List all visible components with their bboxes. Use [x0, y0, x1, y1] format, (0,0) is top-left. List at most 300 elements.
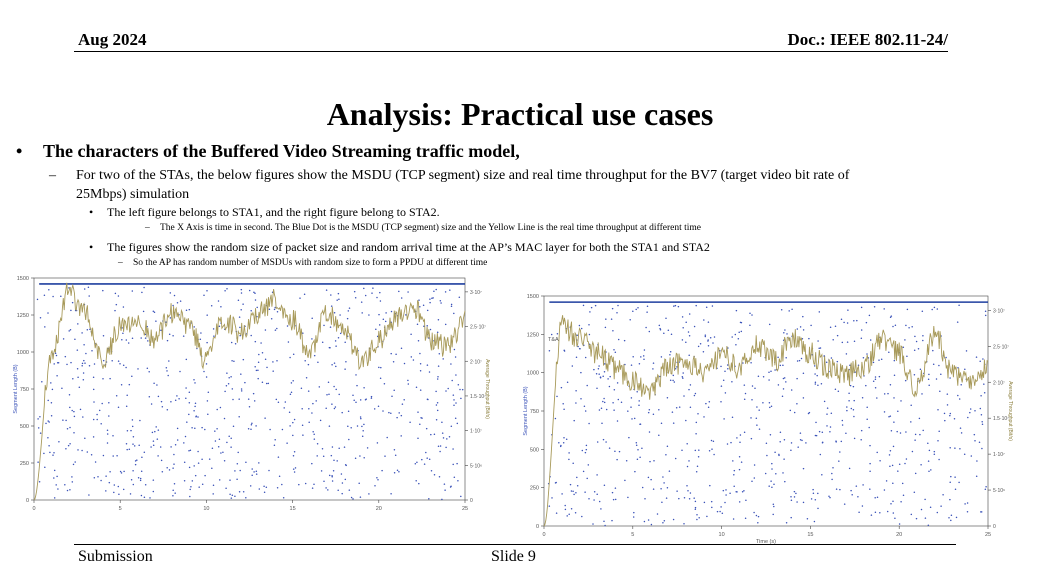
msdu-dot: [242, 303, 244, 305]
msdu-dot: [138, 477, 140, 479]
msdu-dot: [326, 289, 328, 291]
msdu-dot: [363, 288, 365, 290]
msdu-dot: [108, 415, 110, 417]
msdu-dot: [942, 494, 944, 496]
msdu-dot: [420, 389, 422, 391]
msdu-dot: [649, 431, 651, 433]
msdu-dot: [420, 370, 422, 372]
msdu-dot: [83, 344, 85, 346]
msdu-dot: [949, 499, 951, 501]
msdu-dot: [904, 463, 906, 465]
msdu-dot: [549, 505, 551, 507]
msdu-dot: [905, 431, 907, 433]
msdu-dot: [928, 374, 930, 376]
msdu-dot: [572, 463, 574, 465]
msdu-dot: [292, 380, 294, 382]
msdu-dot: [158, 396, 160, 398]
msdu-dot: [733, 518, 735, 520]
msdu-dot: [704, 502, 706, 504]
msdu-dot: [890, 450, 892, 452]
msdu-dot: [329, 475, 331, 477]
msdu-dot: [829, 497, 831, 499]
msdu-dot: [796, 378, 798, 380]
msdu-dot: [879, 376, 881, 378]
msdu-dot: [635, 309, 637, 311]
msdu-dot: [341, 493, 343, 495]
msdu-dot: [241, 292, 243, 294]
msdu-dot: [251, 474, 253, 476]
msdu-dot: [642, 487, 644, 489]
msdu-dot: [193, 465, 195, 467]
msdu-dot: [123, 471, 125, 473]
msdu-dot: [814, 521, 816, 523]
msdu-dot: [599, 409, 601, 411]
msdu-dot: [853, 386, 855, 388]
msdu-dot: [434, 474, 436, 476]
msdu-dot: [258, 361, 260, 363]
msdu-dot: [709, 401, 711, 403]
msdu-dot: [385, 312, 387, 314]
msdu-dot: [41, 381, 43, 383]
msdu-dot: [878, 359, 880, 361]
msdu-dot: [243, 491, 245, 493]
msdu-dot: [617, 382, 619, 384]
msdu-dot: [256, 473, 258, 475]
msdu-dot: [402, 403, 404, 405]
y2-tick-label: 1.5·10⁷: [470, 393, 486, 400]
msdu-dot: [803, 468, 805, 470]
msdu-dot: [407, 380, 409, 382]
msdu-dot: [796, 501, 798, 503]
msdu-dot: [565, 509, 567, 511]
msdu-dot: [967, 511, 969, 513]
msdu-dot: [955, 489, 957, 491]
msdu-dot: [133, 436, 135, 438]
bullet-mark: •: [89, 240, 94, 254]
msdu-dot: [179, 371, 181, 373]
msdu-dot: [175, 400, 177, 402]
msdu-dot: [349, 307, 351, 309]
msdu-dot: [803, 502, 805, 504]
msdu-dot: [613, 349, 615, 351]
msdu-dot: [725, 489, 727, 491]
msdu-dot: [177, 428, 179, 430]
msdu-dot: [563, 442, 565, 444]
y-tick-label: 500: [19, 424, 29, 430]
msdu-dot: [68, 330, 70, 332]
throughput-line: [544, 315, 988, 526]
msdu-dot: [204, 429, 206, 431]
msdu-dot: [53, 363, 55, 365]
msdu-dot: [132, 419, 134, 421]
msdu-dot: [435, 391, 437, 393]
msdu-dot: [785, 381, 787, 383]
msdu-dot: [586, 478, 588, 480]
msdu-dot: [634, 471, 636, 473]
msdu-dot: [404, 363, 406, 365]
x-tick-label: 25: [984, 532, 992, 538]
msdu-dot: [631, 418, 633, 420]
msdu-dot: [152, 432, 154, 434]
msdu-dot: [769, 402, 771, 404]
msdu-dot: [573, 420, 575, 422]
msdu-dot: [570, 484, 572, 486]
msdu-dot: [862, 484, 864, 486]
msdu-dot: [868, 427, 870, 429]
msdu-dot: [959, 448, 961, 450]
msdu-dot: [196, 415, 198, 417]
msdu-dot: [576, 357, 578, 359]
msdu-dot: [134, 445, 136, 447]
msdu-dot: [239, 491, 241, 493]
msdu-dot: [582, 450, 584, 452]
msdu-dot: [596, 494, 598, 496]
msdu-dot: [93, 389, 95, 391]
msdu-dot: [782, 472, 784, 474]
msdu-dot: [268, 383, 270, 385]
msdu-dot: [114, 484, 116, 486]
msdu-dot: [208, 392, 210, 394]
msdu-dot: [219, 479, 221, 481]
msdu-dot: [348, 310, 350, 312]
msdu-dot: [940, 373, 942, 375]
msdu-dot: [832, 339, 834, 341]
msdu-dot: [88, 286, 90, 288]
msdu-dot: [712, 342, 714, 344]
msdu-dot: [861, 338, 863, 340]
msdu-dot: [773, 503, 775, 505]
msdu-dot: [732, 417, 734, 419]
msdu-dot: [121, 472, 123, 474]
msdu-dot: [678, 306, 680, 308]
msdu-dot: [54, 497, 56, 499]
msdu-dot: [434, 434, 436, 436]
msdu-dot: [429, 298, 431, 300]
msdu-dot: [756, 424, 758, 426]
msdu-dot: [614, 389, 616, 391]
msdu-dot: [262, 382, 264, 384]
msdu-dot: [897, 470, 899, 472]
msdu-dot: [130, 493, 132, 495]
msdu-dot: [231, 342, 233, 344]
msdu-dot: [673, 375, 675, 377]
msdu-dot: [206, 363, 208, 365]
msdu-dot: [77, 449, 79, 451]
msdu-dot: [584, 405, 586, 407]
msdu-dot: [562, 403, 564, 405]
msdu-dot: [916, 341, 918, 343]
msdu-dot: [232, 388, 234, 390]
msdu-dot: [421, 459, 423, 461]
msdu-dot: [197, 451, 199, 453]
msdu-dot: [58, 441, 60, 443]
msdu-dot: [670, 380, 672, 382]
msdu-dot: [102, 378, 104, 380]
msdu-dot: [871, 514, 873, 516]
msdu-dot: [311, 338, 313, 340]
msdu-dot: [320, 420, 322, 422]
msdu-dot: [149, 497, 151, 499]
msdu-dot: [783, 378, 785, 380]
throughput-line: [34, 283, 465, 500]
msdu-dot: [644, 498, 646, 500]
msdu-dot: [49, 452, 51, 454]
msdu-dot: [662, 476, 664, 478]
msdu-dot: [417, 324, 419, 326]
msdu-dot: [64, 484, 66, 486]
msdu-dot: [616, 459, 618, 461]
msdu-dot: [185, 436, 187, 438]
msdu-dot: [612, 402, 614, 404]
msdu-dot: [347, 318, 349, 320]
msdu-dot: [265, 359, 267, 361]
msdu-dot: [831, 357, 833, 359]
msdu-dot: [892, 465, 894, 467]
msdu-dot: [378, 314, 380, 316]
msdu-dot: [176, 395, 178, 397]
msdu-dot: [958, 305, 960, 307]
msdu-dot: [674, 381, 676, 383]
msdu-dot: [198, 462, 200, 464]
msdu-dot: [816, 435, 818, 437]
msdu-dot: [686, 443, 688, 445]
msdu-dot: [333, 386, 335, 388]
msdu-dot: [851, 494, 853, 496]
msdu-dot: [736, 310, 738, 312]
y-tick-label: 1000: [526, 370, 539, 377]
msdu-dot: [40, 317, 42, 319]
msdu-dot: [756, 417, 758, 419]
msdu-dot: [153, 444, 155, 446]
msdu-dot: [329, 347, 331, 349]
msdu-dot: [238, 416, 240, 418]
msdu-dot: [97, 476, 99, 478]
msdu-dot: [928, 460, 930, 462]
msdu-dot: [329, 425, 331, 427]
msdu-dot: [911, 514, 913, 516]
msdu-dot: [113, 492, 115, 494]
msdu-dot: [361, 301, 363, 303]
msdu-dot: [431, 298, 433, 300]
msdu-dot: [940, 505, 942, 507]
msdu-dot: [427, 399, 429, 401]
msdu-dot: [835, 389, 837, 391]
msdu-dot: [338, 298, 340, 300]
msdu-dot: [607, 378, 609, 380]
msdu-dot: [903, 347, 905, 349]
msdu-dot: [316, 455, 318, 457]
msdu-dot: [207, 413, 209, 415]
msdu-dot: [695, 393, 697, 395]
msdu-dot: [47, 312, 49, 314]
msdu-dot: [250, 310, 252, 312]
msdu-dot: [371, 396, 373, 398]
msdu-dot: [575, 492, 577, 494]
msdu-dot: [194, 427, 196, 429]
msdu-dot: [393, 361, 395, 363]
msdu-dot: [831, 479, 833, 481]
msdu-dot: [391, 311, 393, 313]
msdu-dot: [400, 435, 402, 437]
msdu-dot: [724, 502, 726, 504]
msdu-dot: [72, 302, 74, 304]
msdu-dot: [683, 523, 685, 525]
msdu-dot: [696, 471, 698, 473]
msdu-dot: [619, 451, 621, 453]
msdu-dot: [778, 384, 780, 386]
msdu-dot: [304, 360, 306, 362]
msdu-dot: [606, 409, 608, 411]
msdu-dot: [960, 427, 962, 429]
msdu-dot: [603, 521, 605, 523]
msdu-dot: [135, 464, 137, 466]
msdu-dot: [293, 354, 295, 356]
msdu-dot: [153, 440, 155, 442]
msdu-dot: [56, 476, 58, 478]
msdu-dot: [844, 503, 846, 505]
msdu-dot: [314, 438, 316, 440]
msdu-dot: [791, 308, 793, 310]
msdu-dot: [453, 313, 455, 315]
msdu-dot: [703, 351, 705, 353]
msdu-dot: [145, 337, 147, 339]
msdu-dot: [603, 398, 605, 400]
msdu-dot: [667, 446, 669, 448]
x-tick-label: 5: [118, 506, 122, 512]
dash-mark: –: [49, 168, 56, 183]
msdu-dot: [161, 401, 163, 403]
msdu-dot: [631, 364, 633, 366]
msdu-dot: [815, 382, 817, 384]
msdu-dot: [254, 400, 256, 402]
msdu-dot: [700, 343, 702, 345]
msdu-dot: [189, 391, 191, 393]
y2-tick-label: 1·10⁷: [993, 452, 1005, 459]
msdu-dot: [457, 480, 459, 482]
msdu-dot: [189, 309, 191, 311]
msdu-dot: [985, 310, 987, 312]
bullet-text: So the AP has random number of MSDUs with random size to form a PPDU at different time: [133, 258, 488, 268]
msdu-dot: [201, 427, 203, 429]
msdu-dot: [895, 325, 897, 327]
msdu-dot: [892, 500, 894, 502]
msdu-dot: [979, 441, 981, 443]
y-tick-label: 1250: [16, 313, 29, 319]
msdu-dot: [768, 372, 770, 374]
msdu-dot: [172, 305, 174, 307]
msdu-dot: [839, 451, 841, 453]
msdu-dot: [345, 361, 347, 363]
msdu-dot: [615, 487, 617, 489]
msdu-dot: [253, 292, 255, 294]
msdu-dot: [626, 460, 628, 462]
msdu-dot: [325, 408, 327, 410]
msdu-dot: [586, 445, 588, 447]
msdu-dot: [335, 389, 337, 391]
bullet-text: The characters of the Buffered Video Streaming traffic model,: [43, 141, 520, 161]
msdu-dot: [759, 428, 761, 430]
msdu-dot: [130, 430, 132, 432]
msdu-dot: [687, 466, 689, 468]
msdu-dot: [459, 296, 461, 298]
msdu-dot: [439, 451, 441, 453]
msdu-dot: [956, 517, 958, 519]
msdu-dot: [203, 294, 205, 296]
msdu-dot: [231, 360, 233, 362]
msdu-dot: [224, 391, 226, 393]
msdu-dot: [118, 360, 120, 362]
msdu-dot: [430, 329, 432, 331]
msdu-dot: [62, 419, 64, 421]
msdu-dot: [379, 324, 381, 326]
msdu-dot: [133, 484, 135, 486]
msdu-dot: [921, 393, 923, 395]
msdu-dot: [66, 364, 68, 366]
y2-tick-label: 0: [993, 524, 996, 530]
msdu-dot: [82, 416, 84, 418]
msdu-dot: [347, 425, 349, 427]
msdu-dot: [275, 329, 277, 331]
msdu-dot: [695, 501, 697, 503]
msdu-dot: [94, 363, 96, 365]
msdu-dot: [265, 329, 267, 331]
msdu-dot: [783, 388, 785, 390]
msdu-dot: [892, 326, 894, 328]
msdu-dot: [83, 372, 85, 374]
msdu-dot: [408, 383, 410, 385]
msdu-dot: [846, 406, 848, 408]
msdu-dot: [116, 304, 118, 306]
msdu-dot: [982, 423, 984, 425]
msdu-dot: [742, 491, 744, 493]
msdu-dot: [107, 442, 109, 444]
msdu-dot: [861, 430, 863, 432]
msdu-dot: [50, 382, 52, 384]
msdu-dot: [308, 364, 310, 366]
msdu-dot: [235, 343, 237, 345]
bullet-text: The figures show the random size of packet size and random arrival time at the AP’s MAC layer for both the STA1 and STA2: [107, 240, 710, 254]
y-tick-label: 250: [19, 461, 29, 467]
msdu-dot: [802, 316, 804, 318]
msdu-dot: [215, 440, 217, 442]
msdu-dot: [875, 387, 877, 389]
msdu-dot: [720, 401, 722, 403]
msdu-dot: [890, 415, 892, 417]
msdu-dot: [925, 517, 927, 519]
msdu-dot: [170, 446, 172, 448]
msdu-dot: [713, 441, 715, 443]
msdu-dot: [455, 402, 457, 404]
msdu-dot: [348, 439, 350, 441]
y-tick-label: 500: [529, 447, 539, 454]
msdu-dot: [385, 321, 387, 323]
msdu-dot: [557, 333, 559, 335]
msdu-dot: [575, 402, 577, 404]
msdu-dot: [384, 383, 386, 385]
msdu-dot: [580, 398, 582, 400]
msdu-dot: [48, 421, 50, 423]
msdu-dot: [685, 420, 687, 422]
msdu-dot: [881, 359, 883, 361]
bullet-text: The left figure belongs to STA1, and the right figure belong to STA2.: [107, 205, 440, 219]
msdu-dot: [983, 383, 985, 385]
msdu-dot: [596, 388, 598, 390]
msdu-dot: [720, 366, 722, 368]
msdu-dot: [407, 291, 409, 293]
msdu-dot: [711, 448, 713, 450]
msdu-dot: [394, 472, 396, 474]
msdu-dot: [615, 351, 617, 353]
